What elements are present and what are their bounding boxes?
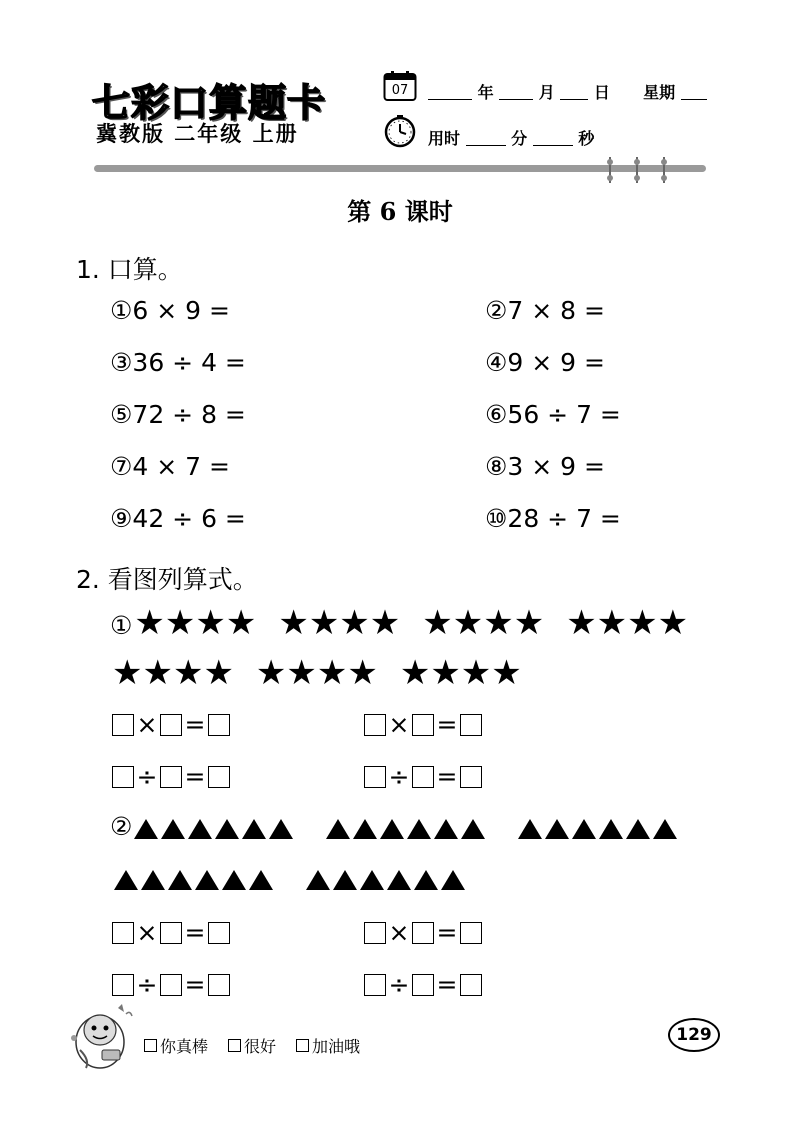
triangle-group [326,819,488,839]
year-label: 年 [477,83,494,102]
triangle-icon [333,870,357,890]
triangle-icon [353,819,377,839]
binder-ring-icon [629,157,645,183]
triangle-icon [434,819,458,839]
triangle-icon [387,870,411,890]
triangle-icon [249,870,273,890]
triangle-icon [441,870,465,890]
triangle-icon [222,870,246,890]
lesson-title: 第 6 课时 [347,197,453,226]
page-number: 129 [668,1018,720,1052]
answer-box[interactable] [460,766,482,788]
answer-box[interactable] [208,714,230,736]
star-row-2 [112,653,544,693]
problem-6: ⑥56 ÷ 7 = [485,400,621,429]
triangle-icon [572,819,596,839]
triangle-icon [360,870,384,890]
day-field[interactable] [560,85,588,100]
problem-4: ④9 × 9 = [485,348,605,377]
triangle-icon [545,819,569,839]
minutes-label: 分 [511,129,528,148]
triangle-icon [114,870,138,890]
answer-box[interactable] [208,766,230,788]
equation-divide-1: ÷ = [112,762,230,791]
answer-box[interactable] [112,714,134,736]
rating-option-keep-going[interactable]: 加油哦 [296,1034,360,1057]
answer-box[interactable] [160,974,182,996]
triangle-row-2 [114,870,498,890]
day-label: 日 [593,83,610,102]
triangle-icon [215,819,239,839]
rating-checkbox[interactable] [296,1039,309,1052]
triangle-icon [518,819,542,839]
rating-checkbox[interactable] [228,1039,241,1052]
mascot-icon [66,1000,136,1072]
brand-title: 七彩口算题卡 [92,80,327,125]
triangle-icon [242,819,266,839]
answer-box[interactable] [364,974,386,996]
month-label: 月 [538,83,555,102]
equation-divide-2: ÷ = [364,762,482,791]
triangle-icon [188,819,212,839]
triangle-icon [461,819,485,839]
self-rating [144,1034,380,1057]
triangle-group [134,819,296,839]
triangle-icon [414,870,438,890]
answer-box[interactable] [112,922,134,944]
answer-box[interactable] [364,766,386,788]
problem-10: ⑩28 ÷ 7 = [485,504,621,533]
equation-multiply-3: × = [112,918,230,947]
star-row-1 [110,603,710,643]
question-2-heading: 2. 看图列算式。 [76,565,258,594]
triangle-icon [161,819,185,839]
time-fields [428,126,594,149]
triangle-icon [195,870,219,890]
part-2-label: ② [110,812,133,841]
answer-box[interactable] [460,974,482,996]
year-field[interactable] [428,85,472,100]
equation-multiply-4: × = [364,918,482,947]
binder-ring-icon [602,157,618,183]
question-1-heading: 1. 口算。 [76,255,183,284]
answer-box[interactable] [160,766,182,788]
answer-box[interactable] [112,766,134,788]
answer-box[interactable] [112,974,134,996]
triangle-row-1 [110,814,710,839]
minutes-field[interactable] [466,131,506,146]
equation-multiply-2: × = [364,710,482,739]
problem-5: ⑤72 ÷ 8 = [110,400,246,429]
answer-box[interactable] [160,922,182,944]
star-group: ★★★★ [278,603,401,643]
answer-box[interactable] [208,922,230,944]
equation-divide-4: ÷ = [364,970,482,999]
answer-box[interactable] [160,714,182,736]
triangle-icon [626,819,650,839]
seconds-field[interactable] [533,131,573,146]
rating-option-great[interactable]: 你真棒 [144,1034,208,1057]
problem-1: ①6 × 9 = [110,296,230,325]
triangle-icon [141,870,165,890]
calendar-icon [383,70,417,102]
month-field[interactable] [499,85,533,100]
weekday-label: 星期 [643,83,676,102]
star-group: ★★★★ [134,603,257,643]
triangle-group [518,819,680,839]
problem-9: ⑨42 ÷ 6 = [110,504,246,533]
answer-box[interactable] [412,922,434,944]
answer-box[interactable] [412,766,434,788]
star-group: ★★★★ [255,653,378,693]
triangle-group [114,870,276,890]
triangle-icon [599,819,623,839]
triangle-icon [653,819,677,839]
triangle-icon [134,819,158,839]
time-prefix-label: 用时 [428,129,461,148]
problem-2: ②7 × 8 = [485,296,605,325]
problem-8: ⑧3 × 9 = [485,452,605,481]
answer-box[interactable] [412,714,434,736]
star-group: ★★★★ [399,653,522,693]
equation-divide-3: ÷ = [112,970,230,999]
star-group: ★★★★ [422,603,545,643]
triangle-icon [269,819,293,839]
rating-checkbox[interactable] [144,1039,157,1052]
problem-7: ⑦4 × 7 = [110,452,230,481]
binder-ring-icon [656,157,672,183]
date-fields [428,80,707,103]
answer-box[interactable] [208,974,230,996]
part-1-label: ① [110,611,133,640]
triangle-icon [380,819,404,839]
calendar-day: 07 [391,83,409,98]
seconds-label: 秒 [578,129,595,148]
edition-subtitle: 冀教版 二年级 上册 [96,122,299,146]
equation-multiply-1: × = [112,710,230,739]
star-group: ★★★★ [566,603,689,643]
answer-box[interactable] [460,922,482,944]
triangle-group [306,870,468,890]
problem-3: ③36 ÷ 4 = [110,348,246,377]
answer-box[interactable] [364,922,386,944]
triangle-icon [407,819,431,839]
answer-box[interactable] [460,714,482,736]
answer-box[interactable] [412,974,434,996]
weekday-field[interactable] [681,85,707,100]
triangle-icon [168,870,192,890]
triangle-icon [326,819,350,839]
triangle-icon [306,870,330,890]
clock-icon [383,114,417,148]
answer-box[interactable] [364,714,386,736]
star-group: ★★★★ [112,653,234,693]
rating-option-good[interactable]: 很好 [228,1034,276,1057]
